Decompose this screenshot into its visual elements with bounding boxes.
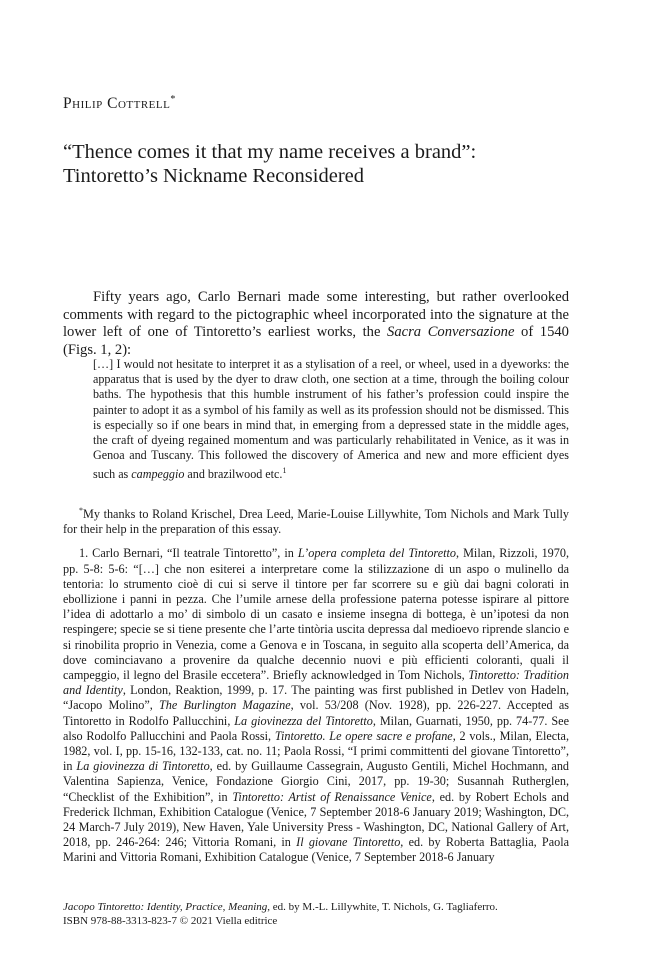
quote-italic-word: campeggio	[131, 467, 185, 482]
fn1-italic-6: La giovinezza di Tintoretto	[76, 759, 210, 774]
footnote-1	[63, 546, 569, 865]
acknowledgement-note	[63, 503, 569, 537]
fn1-text-6: , 2 vols., Milan, Electa, 1982, vol. I, pp. 15-16, 132-133, cat. no. 11; Paola Rossi, “I primi committenti del giovane Tintoretto”, in	[63, 728, 569, 774]
ack-text: My thanks to Roland Krischel, Drea Leed, Marie-Louise Lillywhite, Tom Nichols and Mark Tully for their help in the preparation of this essay.	[63, 507, 569, 537]
article-title	[63, 140, 583, 188]
intro-work-title: Sacra Conversazione	[387, 324, 515, 340]
intro-paragraph	[63, 289, 569, 359]
fn1-italic-3: The Burlington Magazine	[159, 698, 291, 713]
footer-isbn: ISBN 978-88-3313-823-7 © 2021 Viella editrice	[63, 914, 278, 927]
fn1-italic-7: Tintoretto: Artist of Renaissance Venice	[232, 789, 432, 804]
footer-book-title: Jacopo Tintoretto: Identity, Practice, Meaning	[63, 901, 268, 913]
author-footnote-marker: *	[170, 94, 176, 105]
title-line-2: Tintoretto’s Nickname Reconsidered	[63, 165, 364, 187]
fn1-italic-4: La giovinezza del Tintoretto	[234, 713, 373, 728]
intro-text-end: of 1540 (Figs. 1, 2):	[63, 324, 569, 358]
quote-text-end: and brazilwood etc.	[184, 467, 283, 482]
fn1-text-9: , ed. by Roberta Battaglia, Paola Marini and Vittoria Romani, Exhibition Catalogue (Venice, 7 September 2018-6 January	[63, 835, 570, 865]
fn1-text-3: , London, Reaktion, 1999, p. 17. The painting was first published in Detlev von Hadeln, “Jacopo Molino”,	[63, 683, 569, 713]
fn1-italic-5: Tintoretto. Le opere sacre e profane	[274, 728, 453, 743]
fn1-text-4: , vol. 53/208 (Nov. 1928), pp. 226-227. Accepted as Tintoretto in Rodolfo Pallucchini,	[63, 698, 570, 728]
fn1-text-1: 1. Carlo Bernari, “Il teatrale Tintoretto”, in	[79, 546, 298, 561]
footer-book-editors: , ed. by M.-L. Lillywhite, T. Nichols, G. Tagliaferro.	[267, 901, 498, 913]
footnotes	[63, 503, 569, 875]
footer-book-line	[63, 901, 573, 915]
fn1-text-2: , Milan, Rizzoli, 1970, pp. 5-8: 5-6: “[…] che non esiterei a interpretare come la stilizzazione di un aspo o mulinello da tentoria: lo strumento cioè di cui si serve il tintore per far scorrere su e giù dai bagni colorati in ebollizione i panni in pezza. Che l’umile arnese della professione paterna potesse ispirare al pittore l’idea di adottarlo a mo’ di simbolo di un casato e insieme insegna di bottega, è un’ipotesi da non respingere; specie se si tiene presente che l’arte tintòria uscita depressa dal medioevo riprende slancio e si rinobilita proprio in Venezia, come a Genova e in Toscana, in seguito alla scoperta dell’America, da dove cominciavano a provenire da qualche decennio nuovi e più efficienti coloranti, quali il campeggio, il legno del Brasile eccetera”. Briefly acknowledged in Tom Nichols,	[63, 546, 570, 683]
fn1-text-8: , ed. by Robert Echols and Frederick Ilchman, Exhibition Catalogue (Venice, 7 September 2018-6 January 2019; Washington, DC, 24 March-7 July 2019), New Haven, Yale University Press - Washington, DC, National Gallery of Art, 2018, pp. 246-264: 246; Vittoria Romani, in	[63, 789, 569, 850]
title-line-1: “Thence comes it that my name receives a brand”:	[63, 141, 477, 163]
page-footer	[63, 901, 573, 928]
ack-marker: *	[79, 506, 83, 515]
fn1-italic-8: Il giovane Tintoretto	[296, 835, 401, 850]
intro-text: Fifty years ago, Carlo Bernari made some interesting, but rather overlooked comments with regard to the pictographic wheel incorporated into the signature at the lower left of one of Tintoretto’s earliest works, the	[63, 289, 569, 340]
author-name	[63, 94, 176, 113]
footnote-ref-1: 1	[282, 466, 287, 476]
fn1-italic-2: Tintoretto: Tradition and Identity	[63, 668, 569, 698]
fn1-text-7: , ed. by Guillaume Cassegrain, Augusto Gentili, Michel Hochmann, and Valentina Sapienza, Venice, Fondazione Giorgio Cini, 2017, pp. 19-30; Susannah Rutherglen, “Checklist of the Exhibition”, in	[63, 759, 570, 804]
fn1-text-5: , Milan, Guarnati, 1950, pp. 74-77. See also Rodolfo Pallucchini and Paola Rossi,	[63, 713, 569, 743]
quote-text: […] I would not hesitate to interpret it as a stylisation of a reel, or wheel, used in a dyeworks: the apparatus that is used by the dyer to draw cloth, one section at a time, through the boiling colour baths. The hypothesis that this humble instrument of his father’s profession could inspire the painter to adopt it as a symbol of his family as well as its profession should not be dismissed. This is especially so if one bears in mind that, in emerging from a depressed state in the middle ages, the craft of dyeing regained momentum and was particularly rehabilitated in Venice, as it was in Genoa and Tuscany. This followed the discovery of America and new and more efficient dyes such as	[93, 357, 569, 482]
author-name-text: Philip Cottrell	[63, 95, 171, 112]
block-quote	[93, 357, 569, 483]
fn1-italic-1: L’opera completa del Tintoretto	[297, 546, 456, 561]
